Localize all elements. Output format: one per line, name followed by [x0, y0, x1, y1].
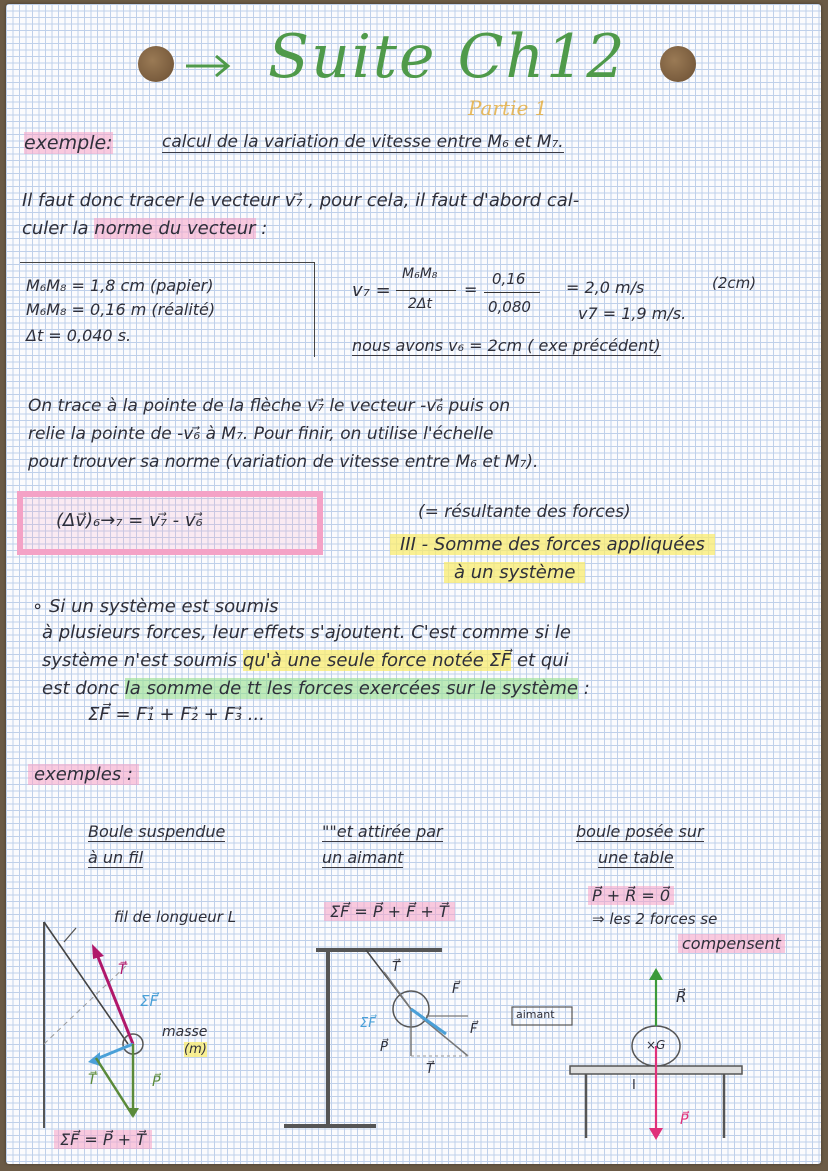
notebook-page: [6, 4, 821, 1164]
intro-line-2b: norme du vecteur: [94, 218, 256, 239]
calc-frac1-num: M₆M₈: [402, 266, 438, 282]
ex3-R-label: R⃗: [676, 988, 687, 1006]
ex2-T2-label: T⃗: [426, 1062, 434, 1077]
calc-frac2-num: 0,16: [492, 270, 526, 288]
calc-lhs: v₇ =: [352, 280, 391, 301]
calc-frac2-den: 0,080: [488, 298, 531, 316]
calc-result-2: v7 = 1,9 m/s.: [578, 304, 687, 323]
examples-label: exemples :: [28, 764, 139, 785]
ex1-diagram: [44, 922, 143, 1128]
ex2-diagram: [284, 950, 572, 1126]
ex2-formula: ΣF⃗ = P⃗ + F⃗ + T⃗: [324, 902, 455, 921]
ex2-F-label: F⃗: [452, 982, 460, 997]
ex2-P-label: P⃗: [380, 1040, 388, 1055]
intro-line-2c: :: [261, 218, 268, 239]
sum-line-4: [42, 678, 590, 699]
ex2-SF-label: ΣF⃗: [360, 1016, 376, 1031]
sum-line-2: à plusieurs forces, leur effets s'ajoutent. C'est comme si le: [42, 622, 571, 643]
ex2-T-label: T⃗: [392, 960, 400, 975]
page-subtitle: Partie 1: [468, 96, 548, 120]
ex3-title-2: une table: [598, 848, 674, 867]
para-line-2: relie la pointe de -v₆⃗ à M₇. Pour finir, on utilise l'échelle: [28, 424, 494, 444]
ex1-bottom-formula: ΣF⃗ = P⃗ + T⃗: [54, 1130, 152, 1149]
ex3-title-1: boule posée sur: [576, 822, 704, 841]
calc-note: nous avons v₆ = 2cm ( exe précédent): [352, 336, 661, 355]
ex1-fil-label: fil de longueur L: [114, 908, 237, 926]
ex2-F2-label: F⃗: [470, 1022, 478, 1037]
ex1-P-label: P⃗: [152, 1074, 161, 1090]
ex1-m: (m): [184, 1042, 207, 1057]
calc-eq1: =: [464, 280, 478, 299]
ex1-title-2: à un fil: [88, 848, 144, 867]
example-label: exemple:: [24, 132, 113, 154]
para-line-3: pour trouver sa norme (variation de vitesse entre M₆ et M₇).: [28, 452, 539, 472]
frac1-bar: [396, 290, 456, 291]
sum-formula: ΣF⃗ = F₁⃗ + F₂⃗ + F₃⃗ ...: [88, 704, 265, 725]
sum-line-3b: qu'à une seule force notée ΣF⃗: [242, 650, 512, 671]
delta-v-formula: (Δv⃗)₆→₇ = v₇⃗ - v₆⃗: [56, 510, 203, 531]
section-3-title-2: à un système: [444, 562, 585, 583]
drawings-layer: [6, 4, 821, 1164]
sum-line-3: [42, 650, 569, 671]
ex1-T2-label: T⃗: [88, 1072, 97, 1088]
ex1-masse: masse: [162, 1024, 208, 1040]
ex2-title-2: un aimant: [322, 848, 404, 867]
frac2-bar: [484, 292, 540, 293]
sum-line-3a: système n'est soumis: [42, 650, 238, 671]
title-arrow: [186, 56, 228, 76]
page-title: Suite Ch12: [268, 22, 627, 92]
section-3-title: III - Somme des forces appliquées: [390, 534, 715, 555]
sum-line-1: ∘ Si un système est soumis: [32, 596, 279, 617]
ex3-diagram: [570, 968, 742, 1140]
ex3-G-label: ×G: [646, 1038, 666, 1052]
intro-line-1: Il faut donc tracer le vecteur v₇⃗ , pour cela, il faut d'abord cal-: [22, 190, 580, 211]
ex1-T-label: T⃗: [118, 962, 127, 978]
ex3-formula: P⃗ + R⃗ = 0⃗: [588, 886, 674, 905]
calc-scale: (2cm): [712, 274, 757, 292]
ex3-I-label: I: [632, 1078, 636, 1093]
ex3-P-label: P⃗: [680, 1112, 689, 1128]
sum-line-4a: est donc: [42, 678, 119, 699]
ex2-aimant-label: aimant: [516, 1008, 555, 1021]
para-line-1: On trace à la pointe de la flèche v₇⃗ le vecteur -v₆⃗ puis on: [28, 396, 511, 416]
tension-vector: [96, 952, 133, 1044]
intro-line-2a: culer la: [22, 218, 89, 239]
ex2-title-1: ""et attirée par: [322, 822, 443, 841]
resultant-note: (= résultante des forces): [418, 502, 631, 522]
data-line-1: M₆M₈ = 1,8 cm (papier): [26, 276, 214, 295]
sum-line-3c: et qui: [516, 650, 569, 671]
sum-line-4b: la somme de tt les forces exercées sur le système: [124, 678, 578, 699]
data-line-2: M₆M₈ = 0,16 m (réalité): [26, 300, 216, 319]
calc-frac1-den: 2Δt: [408, 296, 432, 312]
example-text: calcul de la variation de vitesse entre M₆ et M₇.: [162, 132, 564, 152]
ex1-SF-label: ΣF⃗: [140, 992, 159, 1010]
string: [44, 922, 128, 1044]
sum-line-4c: :: [583, 678, 590, 699]
ex3-line-3: compensent: [678, 934, 785, 953]
ex1-title-1: Boule suspendue: [88, 822, 226, 841]
intro-line-2: [22, 218, 267, 239]
data-line-3: Δt = 0,040 s.: [26, 326, 132, 345]
ex3-line-2: ⇒ les 2 forces se: [592, 910, 718, 928]
calc-result: = 2,0 m/s: [566, 278, 645, 297]
